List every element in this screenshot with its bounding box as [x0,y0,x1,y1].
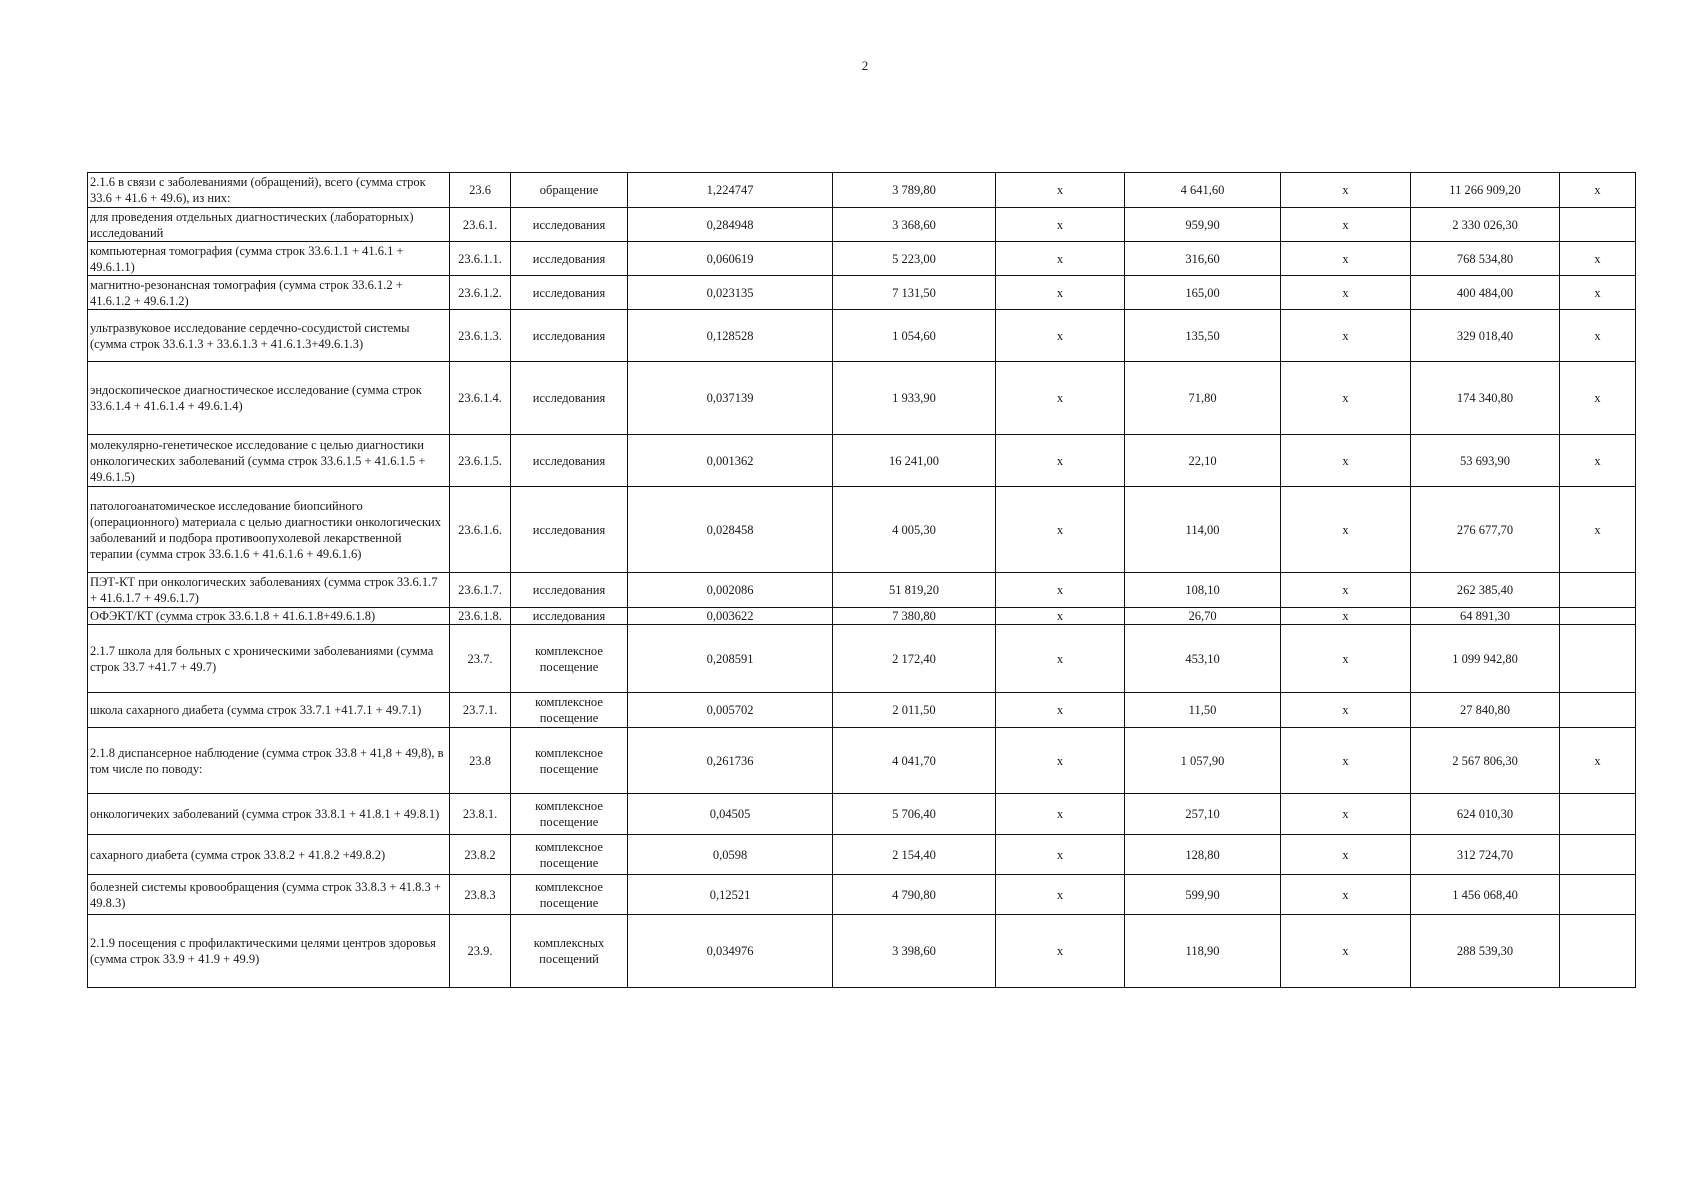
row-sum-cell: 2 567 806,30 [1411,728,1560,794]
row-x-cell: х [996,915,1125,988]
financing-table [87,172,1636,988]
row-code-cell: 23.9. [450,915,511,988]
row-x-cell: х [1281,276,1411,310]
row-x-cell: х [1560,310,1636,362]
row-code-cell: 23.7. [450,625,511,693]
row-code-cell: 23.8.2 [450,835,511,875]
table-body [88,173,1636,988]
row-x-cell: х [1560,728,1636,794]
row-name-cell: ультразвуковое исследование сердечно-сосудистой системы (сумма строк 33.6.1.3 + 33.6.1.3 + 41.6.1.3+49.6.1.3) [88,310,450,362]
row-sum-cell: 624 010,30 [1411,794,1560,835]
row-x-cell: х [1281,362,1411,435]
row-per-capita-cell: 108,10 [1125,573,1281,608]
row-x-cell: х [1560,435,1636,487]
row-cost-cell: 7 131,50 [833,276,996,310]
row-cost-cell: 3 368,60 [833,208,996,242]
row-sum-cell: 288 539,30 [1411,915,1560,988]
row-unit-cell: обращение [511,173,628,208]
row-x-cell: х [996,794,1125,835]
row-norm-cell: 0,003622 [628,608,833,625]
row-cost-cell: 51 819,20 [833,573,996,608]
row-x-cell: х [1281,435,1411,487]
row-unit-cell: комплексное посещение [511,875,628,915]
row-x-cell: х [996,573,1125,608]
row-norm-cell: 0,023135 [628,276,833,310]
row-x-cell: х [1281,608,1411,625]
row-x-cell: х [996,608,1125,625]
row-per-capita-cell: 453,10 [1125,625,1281,693]
table-row [88,276,1636,310]
row-per-capita-cell: 316,60 [1125,242,1281,276]
row-norm-cell: 0,005702 [628,693,833,728]
row-x-cell [1560,573,1636,608]
row-name-cell: сахарного диабета (сумма строк 33.8.2 + 41.8.2 +49.8.2) [88,835,450,875]
row-per-capita-cell: 257,10 [1125,794,1281,835]
row-cost-cell: 5 706,40 [833,794,996,835]
row-unit-cell: исследования [511,608,628,625]
row-sum-cell: 400 484,00 [1411,276,1560,310]
row-cost-cell: 3 398,60 [833,915,996,988]
row-name-cell: ОФЭКТ/КТ (сумма строк 33.6.1.8 + 41.6.1.8+49.6.1.8) [88,608,450,625]
row-x-cell: х [996,276,1125,310]
row-norm-cell: 0,128528 [628,310,833,362]
row-x-cell: х [1281,915,1411,988]
table-row [88,573,1636,608]
row-code-cell: 23.6.1.4. [450,362,511,435]
row-code-cell: 23.6.1.6. [450,487,511,573]
row-x-cell: х [1560,242,1636,276]
row-norm-cell: 0,037139 [628,362,833,435]
row-sum-cell: 1 099 942,80 [1411,625,1560,693]
row-x-cell [1560,915,1636,988]
row-x-cell [1560,794,1636,835]
row-x-cell: х [1560,173,1636,208]
row-name-cell: 2.1.7 школа для больных с хроническими заболеваниями (сумма строк 33.7 +41.7 + 49.7) [88,625,450,693]
row-per-capita-cell: 71,80 [1125,362,1281,435]
table-row [88,173,1636,208]
row-unit-cell: комплексное посещение [511,625,628,693]
row-per-capita-cell: 135,50 [1125,310,1281,362]
row-x-cell: х [1281,875,1411,915]
row-x-cell: х [1281,728,1411,794]
row-per-capita-cell: 118,90 [1125,915,1281,988]
row-per-capita-cell: 165,00 [1125,276,1281,310]
row-x-cell: х [1281,208,1411,242]
row-code-cell: 23.6.1.2. [450,276,511,310]
row-norm-cell: 0,002086 [628,573,833,608]
table-row [88,875,1636,915]
row-sum-cell: 27 840,80 [1411,693,1560,728]
row-code-cell: 23.6.1.7. [450,573,511,608]
row-name-cell: 2.1.8 диспансерное наблюдение (сумма строк 33.8 + 41,8 + 49,8), в том числе по поводу: [88,728,450,794]
table-row [88,435,1636,487]
page-number: 2 [861,58,869,73]
row-unit-cell: исследования [511,487,628,573]
row-name-cell: школа сахарного диабета (сумма строк 33.7.1 +41.7.1 + 49.7.1) [88,693,450,728]
row-x-cell: х [1281,835,1411,875]
row-x-cell: х [996,875,1125,915]
row-cost-cell: 3 789,80 [833,173,996,208]
table-row [88,608,1636,625]
table-row [88,242,1636,276]
row-code-cell: 23.6.1.8. [450,608,511,625]
row-unit-cell: исследования [511,276,628,310]
row-per-capita-cell: 4 641,60 [1125,173,1281,208]
row-per-capita-cell: 128,80 [1125,835,1281,875]
row-unit-cell: исследования [511,573,628,608]
row-x-cell: х [996,728,1125,794]
table-row [88,915,1636,988]
row-sum-cell: 64 891,30 [1411,608,1560,625]
row-norm-cell: 0,04505 [628,794,833,835]
table-row [88,208,1636,242]
row-per-capita-cell: 26,70 [1125,608,1281,625]
table-row [88,487,1636,573]
row-x-cell: х [996,173,1125,208]
row-cost-cell: 4 005,30 [833,487,996,573]
row-name-cell: болезней системы кровообращения (сумма строк 33.8.3 + 41.8.3 + 49.8.3) [88,875,450,915]
table-row [88,362,1636,435]
row-name-cell: магнитно-резонансная томография (сумма строк 33.6.1.2 + 41.6.1.2 + 49.6.1.2) [88,276,450,310]
row-unit-cell: комплексное посещение [511,728,628,794]
row-x-cell [1560,625,1636,693]
row-cost-cell: 2 154,40 [833,835,996,875]
table-row [88,693,1636,728]
row-norm-cell: 0,261736 [628,728,833,794]
row-unit-cell: комплексное посещение [511,794,628,835]
row-sum-cell: 53 693,90 [1411,435,1560,487]
row-x-cell: х [996,625,1125,693]
row-unit-cell: исследования [511,242,628,276]
row-per-capita-cell: 114,00 [1125,487,1281,573]
table-row [88,625,1636,693]
row-cost-cell: 1 933,90 [833,362,996,435]
row-name-cell: 2.1.6 в связи с заболеваниями (обращений), всего (сумма строк 33.6 + 41.6 + 49.6), из них: [88,173,450,208]
table-row [88,835,1636,875]
row-name-cell: онкологичеких заболеваний (сумма строк 33.8.1 + 41.8.1 + 49.8.1) [88,794,450,835]
row-code-cell: 23.8.1. [450,794,511,835]
row-sum-cell: 312 724,70 [1411,835,1560,875]
row-sum-cell: 768 534,80 [1411,242,1560,276]
row-x-cell: х [996,208,1125,242]
row-cost-cell: 4 041,70 [833,728,996,794]
row-norm-cell: 0,034976 [628,915,833,988]
row-x-cell: х [1281,794,1411,835]
row-x-cell [1560,693,1636,728]
row-unit-cell: исследования [511,435,628,487]
row-cost-cell: 1 054,60 [833,310,996,362]
row-sum-cell: 262 385,40 [1411,573,1560,608]
row-unit-cell: комплексное посещение [511,835,628,875]
row-x-cell: х [996,310,1125,362]
row-per-capita-cell: 11,50 [1125,693,1281,728]
row-unit-cell: комплексное посещение [511,693,628,728]
row-cost-cell: 5 223,00 [833,242,996,276]
row-x-cell: х [996,435,1125,487]
row-cost-cell: 16 241,00 [833,435,996,487]
row-name-cell: 2.1.9 посещения с профилактическими целями центров здоровья (сумма строк 33.9 + 41.9 + 49.9) [88,915,450,988]
row-per-capita-cell: 22,10 [1125,435,1281,487]
row-norm-cell: 0,001362 [628,435,833,487]
row-code-cell: 23.6.1.5. [450,435,511,487]
row-code-cell: 23.6 [450,173,511,208]
row-x-cell [1560,835,1636,875]
row-code-cell: 23.8.3 [450,875,511,915]
row-x-cell: х [996,487,1125,573]
row-x-cell: х [1560,362,1636,435]
row-x-cell: х [1560,276,1636,310]
row-x-cell: х [1281,310,1411,362]
row-x-cell: х [996,835,1125,875]
row-per-capita-cell: 599,90 [1125,875,1281,915]
table-row [88,794,1636,835]
row-norm-cell: 0,0598 [628,835,833,875]
row-code-cell: 23.6.1.3. [450,310,511,362]
row-x-cell: х [1281,573,1411,608]
row-x-cell: х [1281,693,1411,728]
table-row [88,728,1636,794]
row-cost-cell: 7 380,80 [833,608,996,625]
row-sum-cell: 1 456 068,40 [1411,875,1560,915]
row-code-cell: 23.6.1.1. [450,242,511,276]
row-norm-cell: 0,028458 [628,487,833,573]
row-x-cell: х [1560,487,1636,573]
row-unit-cell: исследования [511,310,628,362]
row-norm-cell: 0,284948 [628,208,833,242]
row-sum-cell: 2 330 026,30 [1411,208,1560,242]
row-sum-cell: 174 340,80 [1411,362,1560,435]
row-name-cell: для проведения отдельных диагностических (лабораторных) исследований [88,208,450,242]
row-sum-cell: 11 266 909,20 [1411,173,1560,208]
row-x-cell: х [1281,242,1411,276]
row-x-cell [1560,875,1636,915]
row-per-capita-cell: 959,90 [1125,208,1281,242]
row-x-cell: х [1281,625,1411,693]
row-cost-cell: 2 172,40 [833,625,996,693]
table-row [88,310,1636,362]
row-unit-cell: комплексных посещений [511,915,628,988]
row-name-cell: патологоанатомическое исследование биопсийного (операционного) материала с целью диагностики онкологических заболеваний и подбора противоопухолевой лекарственной терапии (сумма строк 33.6.1.6 + 41.6.1.6 + 49.6.1.6) [88,487,450,573]
row-name-cell: молекулярно-генетическое исследование с целью диагностики онкологических заболеваний (сумма строк 33.6.1.5 + 41.6.1.5 + 49.6.1.5) [88,435,450,487]
row-unit-cell: исследования [511,362,628,435]
row-unit-cell: исследования [511,208,628,242]
row-x-cell: х [996,362,1125,435]
row-x-cell [1560,608,1636,625]
row-name-cell: эндоскопическое диагностическое исследование (сумма строк 33.6.1.4 + 41.6.1.4 + 49.6.1.4) [88,362,450,435]
row-x-cell: х [996,693,1125,728]
row-norm-cell: 1,224747 [628,173,833,208]
row-x-cell [1560,208,1636,242]
row-code-cell: 23.6.1. [450,208,511,242]
row-per-capita-cell: 1 057,90 [1125,728,1281,794]
row-cost-cell: 2 011,50 [833,693,996,728]
row-norm-cell: 0,208591 [628,625,833,693]
row-x-cell: х [1281,487,1411,573]
row-x-cell: х [1281,173,1411,208]
row-sum-cell: 276 677,70 [1411,487,1560,573]
row-code-cell: 23.7.1. [450,693,511,728]
row-x-cell: х [996,242,1125,276]
row-norm-cell: 0,12521 [628,875,833,915]
row-name-cell: ПЭТ-КТ при онкологических заболеваниях (сумма строк 33.6.1.7 + 41.6.1.7 + 49.6.1.7) [88,573,450,608]
row-norm-cell: 0,060619 [628,242,833,276]
row-name-cell: компьютерная томография (сумма строк 33.6.1.1 + 41.6.1 + 49.6.1.1) [88,242,450,276]
row-cost-cell: 4 790,80 [833,875,996,915]
row-sum-cell: 329 018,40 [1411,310,1560,362]
row-code-cell: 23.8 [450,728,511,794]
